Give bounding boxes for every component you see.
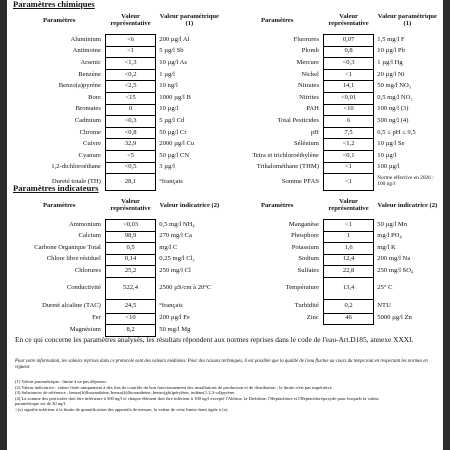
reference-value: 1 µg/l <box>159 70 175 78</box>
reference-value: 3 µg/l <box>159 163 175 171</box>
header-parametres: Paramètres <box>42 201 76 209</box>
representative-value: 0,07 <box>323 35 373 47</box>
reference-value: mg/l PO₄ <box>377 232 402 240</box>
representative-value: <15 <box>105 92 155 104</box>
representative-value: <0,2 <box>105 69 155 81</box>
table-row <box>231 266 441 278</box>
reference-value: 100 µg/l <box>377 163 400 171</box>
parameter-name: Manganèse <box>288 220 319 228</box>
parameter-name: Bromates <box>75 105 101 113</box>
reference-value: 6,5 ≤ pH ≤ 9,5 <box>377 128 416 136</box>
representative-value: 24,5 <box>105 299 155 313</box>
representative-value: 22,8 <box>323 266 373 278</box>
representative-value: 14,1 <box>323 81 373 93</box>
table-row <box>231 277 441 299</box>
reference-value: 5000 µg/l Zn <box>377 314 412 322</box>
header-parametres: Paramètres <box>260 16 294 24</box>
reference-value: 0,25 mg/l Cl₂ <box>159 255 195 263</box>
table-header-row <box>13 195 223 220</box>
parameter-name: Cadmium <box>74 116 101 124</box>
parameter-name: Chrome <box>79 128 101 136</box>
footnote-line: (3) Substances de référence : benzo(b)fluoranthène, benzo(k)fluoranthène, benzo(ghi)pérylène, indéno(1,2,3-cd)pyrène. <box>15 390 236 396</box>
reference-value: 10 µg/l As <box>159 59 187 67</box>
header-valeur-reference: Valeur paramétrique (1) <box>159 13 219 28</box>
representative-value: <1,3 <box>105 58 155 70</box>
reference-value: 10 µg/l <box>159 105 179 113</box>
table-header-row <box>231 195 441 220</box>
header-valeur-reference: Valeur indicatrice (2) <box>377 201 438 209</box>
table-row <box>231 104 441 116</box>
parameter-name: Potassium <box>291 243 319 251</box>
reference-value: 50 mg/l Mg <box>159 325 191 333</box>
parameter-name: Bore <box>88 93 101 101</box>
parameter-name: Mercure <box>296 59 319 67</box>
parameter-name: Total Pesticides <box>277 116 319 124</box>
reference-value: °français <box>159 177 183 185</box>
reference-value: 50 µg/l Mn <box>377 220 408 228</box>
chemical-table-right <box>231 10 441 191</box>
table-row <box>13 139 223 151</box>
parameter-name: Sulfates <box>297 266 319 274</box>
chemical-table-left <box>13 10 223 191</box>
reference-value: 1000 µg/l B <box>159 93 191 101</box>
table-row <box>231 58 441 70</box>
table-row <box>231 162 441 174</box>
information-note: Pour votre information, les valeurs reprises dans ce protocole sont des valeurs médianes. Pour des raisons techniques, il est possible que la qualité de l'eau fluctue au cours du temps tout en respectant les normes en vigueur. <box>15 359 428 370</box>
parameter-name: 1,2-dichloroéthane <box>51 163 101 171</box>
table-row <box>231 299 441 313</box>
table-row <box>231 127 441 139</box>
footnotes <box>15 379 435 413</box>
representative-value: <0,03 <box>105 220 155 232</box>
representative-value: 0,8 <box>323 46 373 58</box>
table-row <box>13 231 223 243</box>
representative-value: 6 <box>323 116 373 128</box>
table-row <box>13 162 223 174</box>
parameter-name: Benzo(a)pyrène <box>58 82 101 90</box>
table-header-row <box>13 10 223 35</box>
table-row <box>231 69 441 81</box>
reference-value: 50 µg/l CN <box>159 151 190 159</box>
table-row <box>13 104 223 116</box>
footnote-line: paramétrique est de 30 ng/l. <box>15 401 67 407</box>
representative-value: <10 <box>323 104 373 116</box>
table-row <box>13 58 223 70</box>
footnote-line: (4) La somme des pesticides doit être inférieure à 500 ng/l et chaque élément doit être inférieur à 100 ng/l excepté l'Aldrine, la Dieldrine, l'Heptachlore et l'Heptachlorépoxyde pour lesquels la valeur <box>15 395 379 401</box>
reference-value: Norme effective en 2026 : 100 ng/l <box>377 175 434 188</box>
table-row <box>13 150 223 162</box>
table-row <box>13 127 223 139</box>
parameter-name: Turbidité <box>294 301 319 309</box>
header-valeur-reference: Valeur indicatrice (2) <box>159 201 220 209</box>
representative-value: 7,5 <box>323 127 373 139</box>
table-row <box>231 46 441 58</box>
parameter-name: Cuivre <box>82 140 101 148</box>
table-row <box>231 254 441 266</box>
reference-value: 250 mg/l Cl <box>159 266 191 274</box>
table-row <box>13 116 223 128</box>
table-row <box>231 92 441 104</box>
table-row <box>13 313 223 325</box>
parameter-name: Fluorures <box>293 35 319 43</box>
representative-value: 32,9 <box>105 139 155 151</box>
parameter-name: Arsenic <box>80 59 101 67</box>
representative-value: 98,9 <box>105 231 155 243</box>
reference-value: 25° C <box>377 283 393 291</box>
header-valeur-representative: Valeur représentative <box>110 13 151 27</box>
header-valeur-representative: Valeur représentative <box>328 13 369 27</box>
representative-value: 25,2 <box>105 266 155 278</box>
header-valeur-representative: Valeur représentative <box>110 198 151 212</box>
reference-value: 50 µg/l Cr <box>159 128 187 136</box>
parameter-name: Somme PFAS <box>281 177 319 185</box>
table-row <box>13 243 223 255</box>
representative-value: <0,1 <box>323 150 373 162</box>
table-header-row <box>231 10 441 35</box>
table-row <box>13 254 223 266</box>
header-valeur-reference: Valeur paramétrique (1) <box>377 13 437 28</box>
representative-value: 13,4 <box>323 277 373 299</box>
representative-value: 0,14 <box>105 254 155 266</box>
footnote-line: (2) Valeur indicatrice : valeur fixée uniquement à des fins de contrôle du bon fonctionnement des installations de production et de distribution ; la limite n'est pas impérative. <box>15 384 333 390</box>
table-row <box>231 231 441 243</box>
representative-value: 28,1 <box>105 174 155 191</box>
reference-value: 270 mg/l Ca <box>159 232 192 240</box>
parameter-name: Conductivité <box>66 283 101 291</box>
representative-value: <1,2 <box>323 139 373 151</box>
table-row <box>231 116 441 128</box>
parameter-name: Chlore libre résiduel <box>46 255 101 263</box>
indicator-table-right <box>231 195 441 325</box>
parameter-name: Carbone Organique Total <box>34 243 101 251</box>
representative-value: <6 <box>105 35 155 47</box>
reference-value: 10 ng/l <box>159 82 178 90</box>
parameter-name: Sélénium <box>293 140 319 148</box>
reference-value: 10 µg/l Se <box>377 140 405 148</box>
parameter-name: Température <box>285 283 319 291</box>
parameter-name: Sodium <box>298 255 319 263</box>
parameter-name: Cyanure <box>78 151 101 159</box>
header-valeur-representative: Valeur représentative <box>328 198 369 212</box>
indicator-table-left <box>13 195 223 337</box>
table-row <box>13 299 223 313</box>
reference-value: 10 µg/l <box>377 151 397 159</box>
parameter-name: Nickel <box>301 70 319 78</box>
reference-value: 2000 µg/l Cu <box>159 140 195 148</box>
parameter-name: Nitrates <box>298 82 319 90</box>
reference-value: 1 µg/l Hg <box>377 59 403 67</box>
reference-value: 10 µg/l Pb <box>377 47 405 55</box>
header-parametres: Paramètres <box>42 16 76 24</box>
parameter-name: PAH <box>306 105 319 113</box>
parameter-name: Benzène <box>78 70 101 78</box>
table-row <box>231 139 441 151</box>
representative-value: <0,3 <box>323 58 373 70</box>
representative-value: 522,4 <box>105 277 155 299</box>
representative-value: <0,01 <box>323 92 373 104</box>
reference-value: °français <box>159 301 183 309</box>
table-row <box>231 35 441 47</box>
table-row <box>13 92 223 104</box>
representative-value: <2,5 <box>105 81 155 93</box>
representative-value: <1 <box>323 174 373 191</box>
parameter-name: Calcium <box>78 232 101 240</box>
parameter-name: Phosphore <box>291 232 319 240</box>
table-row <box>13 69 223 81</box>
report-page <box>7 0 443 450</box>
table-row <box>231 174 441 191</box>
parameter-name: Aluminium <box>70 35 101 43</box>
representative-value: 1 <box>323 231 373 243</box>
parameter-name: Dureté totale (TH) <box>51 177 101 185</box>
parameter-name: Ammonium <box>69 220 101 228</box>
table-row <box>13 277 223 299</box>
section-title-chemical: Paramètres chimiques <box>13 0 95 9</box>
parameter-name: Chlorures <box>74 266 101 274</box>
parameter-name: Antimoine <box>72 47 101 55</box>
reference-value: 0,5 mg/l NH₄ <box>159 220 195 228</box>
reference-value: 20 µg/l Ni <box>377 70 405 78</box>
representative-value: <1 <box>323 162 373 174</box>
representative-value: <1 <box>323 220 373 232</box>
representative-value: <1 <box>105 46 155 58</box>
representative-value: <10 <box>105 313 155 325</box>
reference-value: 5 µg/l Sb <box>159 47 184 55</box>
table-row <box>231 243 441 255</box>
table-row <box>13 35 223 47</box>
conclusion-text: En ce qui concerne les paramètres analysés, les résultats répondent aux normes reprises dans le code de l'eau-Art.D185, annexe XXXI. <box>15 335 414 344</box>
parameter-name: pH <box>310 128 319 136</box>
parameter-name: Nitrites <box>299 93 319 101</box>
reference-value: 1,5 mg/l F <box>377 35 405 43</box>
table-row <box>231 81 441 93</box>
parameter-name: Trihalométhane (THM) <box>256 163 319 171</box>
table-row <box>231 313 441 325</box>
header-parametres: Paramètres <box>260 201 294 209</box>
representative-value: 46 <box>323 313 373 325</box>
parameter-name: Fer <box>92 314 101 322</box>
reference-value: 5 µg/l Cd <box>159 116 185 124</box>
table-row <box>13 46 223 58</box>
reference-value: 500 ng/l (4) <box>377 116 409 124</box>
reference-value: mg/l K <box>377 243 396 251</box>
reference-value: 0,5 mg/l NO₂ <box>377 93 413 101</box>
parameter-name: Dureté alcaline (TAC) <box>42 301 101 309</box>
reference-value: mg/l C <box>159 243 178 251</box>
reference-value: 200 µg/l Fe <box>159 314 190 322</box>
table-row <box>13 266 223 278</box>
representative-value: <0,5 <box>105 162 155 174</box>
representative-value: 0,5 <box>105 243 155 255</box>
reference-value: 50 mg/l NO₃ <box>377 82 412 90</box>
reference-value: NTU <box>377 301 391 309</box>
reference-value: 200 mg/l Na <box>377 255 411 263</box>
footnote-line: <(x) signifie inférieur à la limite de quantification des appareils de mesure, la valeur de cette limite étant égale à (x). <box>15 406 229 412</box>
representative-value: 0 <box>105 104 155 116</box>
representative-value: 8,2 <box>105 325 155 337</box>
reference-value: 100 ng/l (3) <box>377 105 409 113</box>
representative-value: 1,6 <box>323 243 373 255</box>
table-row <box>13 81 223 93</box>
representative-value: <5 <box>105 150 155 162</box>
footnote-line: (1) Valeur paramétrique : limite à ne pas dépasser. <box>15 379 107 384</box>
representative-value: <0,3 <box>105 116 155 128</box>
representative-value: 12,4 <box>323 254 373 266</box>
table-row <box>231 150 441 162</box>
table-row <box>13 220 223 232</box>
reference-value: 2500 µS/cm à 20°C <box>159 283 212 291</box>
section-title-indicators: Paramètres indicateurs <box>13 183 99 193</box>
parameter-name: Plomb <box>301 47 319 55</box>
parameter-name: Magnésium <box>69 325 101 333</box>
representative-value: <1 <box>323 69 373 81</box>
reference-value: 250 mg/l SO₄ <box>377 266 414 274</box>
reference-value: 200 µg/l Al <box>159 35 190 43</box>
representative-value: <0,8 <box>105 127 155 139</box>
representative-value: 0,2 <box>323 299 373 313</box>
table-row <box>231 220 441 232</box>
parameter-name: Zinc <box>306 314 319 322</box>
parameter-name: Tetra et trichloroéthylène <box>252 151 319 159</box>
